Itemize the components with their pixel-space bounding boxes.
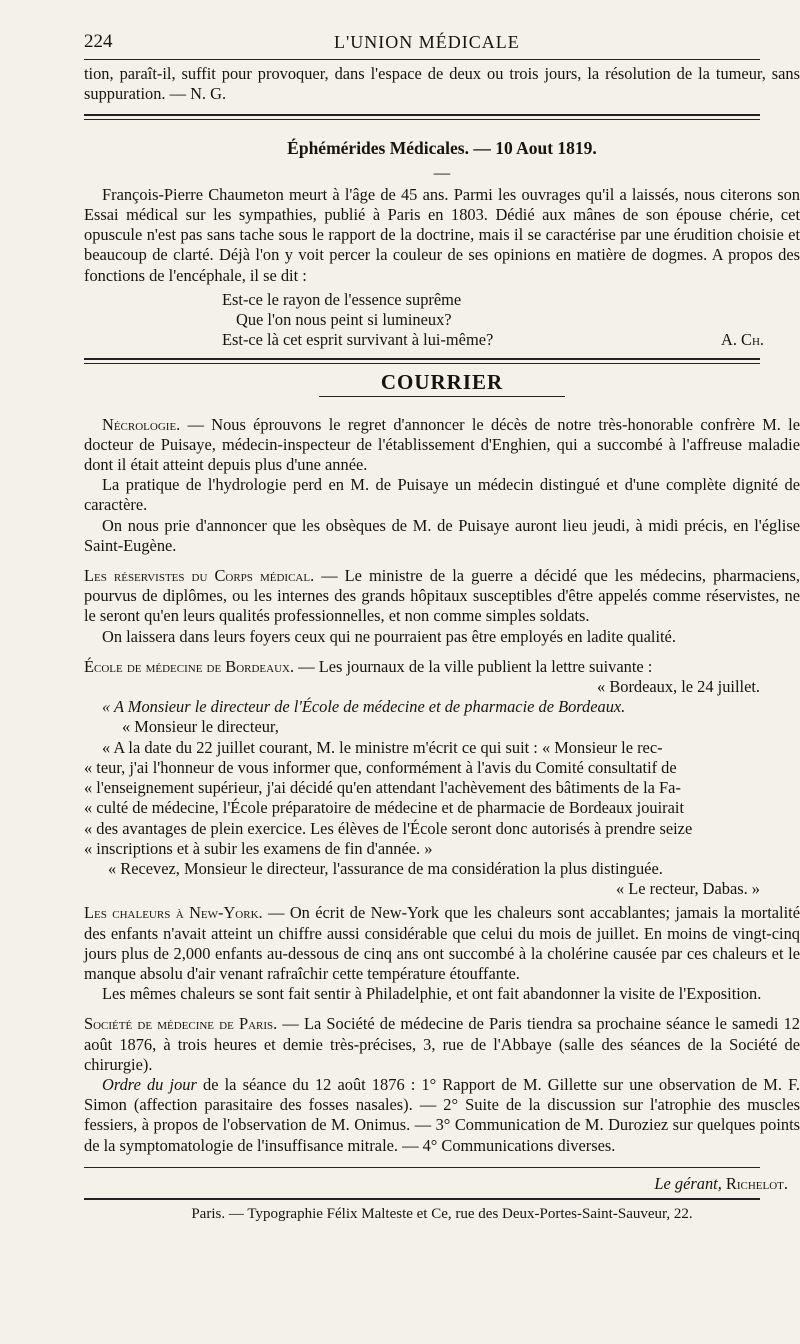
bordeaux-signer: « Le recteur, Dabas. » <box>615 879 760 899</box>
reservistes-label: Les réservistes du Corps médical. <box>84 566 315 586</box>
ephemerides-dash: — <box>433 162 451 182</box>
societe-paragraph <box>84 1014 800 1075</box>
ephemerides-body: François-Pierre Chaumeton meurt à l'âge de 45 ans. Parmi les ouvrages qu'il a laissés, nous citerons son Essai médical sur les sympathies, publié à Paris en 1803. Dédié aux mânes de son épouse chérie, cet opuscule n'est pas sans tache sous le rapport de la doctrine, mais il se caractérise par une érudition choisie et beaucoup de clarté. Déjà l'on y voit percer la couleur de ses opinions en matière de dogmes. A propos des fonctions de l'encéphale, il se dit : <box>84 184 800 285</box>
ordre-paragraph <box>84 1075 800 1156</box>
page-number: 224 <box>84 31 113 52</box>
continuation-paragraph: tion, paraît-il, suffit pour provoquer, dans l'espace de deux ou trois jours, la résolution de la tumeur, sans suppuration. — N. G. <box>84 64 800 104</box>
chaleurs-p2: Les mêmes chaleurs se sont fait sentir à Philadelphie, et ont fait abandonner la visite de l'Exposition. <box>102 984 762 1004</box>
necrologie-p3: On nous prie d'annoncer que les obsèques de M. de Puisaye auront lieu jeudi, à midi précis, en l'église Saint-Eugène. <box>84 515 800 555</box>
chaleurs-text: — On écrit de New-York que les chaleurs sont accablantes; jamais la mortalité des enfants n'avait atteint un chiffre aussi considérable que celui du mois de juillet. En moins de vingt-cinq jours plus de 2,000 enfants au-dessous de cinq ans ont succombé à la cholérine causée par ces chaleurs et le manque absolu d'air venant rafraîchir cette température étouffante. <box>84 903 800 983</box>
verse-line-1: Est-ce le rayon de l'essence suprême <box>222 289 462 309</box>
courrier-double-rule <box>84 358 760 360</box>
bordeaux-address: « A Monsieur le directeur de l'École de médecine et de pharmacie de Bordeaux. <box>102 697 626 717</box>
newspaper-page <box>84 0 800 1224</box>
gerant-rule <box>84 1167 760 1168</box>
chaleurs-label: Les chaleurs à New-York. <box>84 903 263 923</box>
bordeaux-line-1: « A la date du 22 juillet courant, M. le ministre m'écrit ce qui suit : « Monsieur le rec- <box>102 737 663 757</box>
ephemerides-title: Éphémérides Médicales. — 10 Aout 1819. <box>287 138 597 159</box>
section-double-rule-thin <box>84 119 760 120</box>
bordeaux-line-5: « des avantages de plein exercice. Les élèves de l'École seront donc autorisés à prendre seize <box>84 818 693 838</box>
bordeaux-line-2: « teur, j'ai l'honneur de vous informer que, conformément à l'avis du Comité consultatif de <box>84 757 677 777</box>
bordeaux-closing: « Recevez, Monsieur le directeur, l'assurance de ma considération la plus distinguée. <box>108 858 663 878</box>
reservistes-p2: On laissera dans leurs foyers ceux qui ne pourraient pas être employés en ladite qualité. <box>102 626 676 646</box>
printer-footer: Paris. — Typographie Félix Malteste et Ce, rue des Deux-Portes-Saint-Sauveur, 22. <box>191 1205 693 1222</box>
verse-line-2: Que l'on nous peint si lumineux? <box>236 310 452 330</box>
reservistes-text: — Le ministre de la guerre a décidé que les médecins, pharmaciens, pourvus de diplômes, ou les internes des grands hôpitaux susceptibles d'être appelés comme réservistes, ne le seront qu'en leurs qualités professionnelles, et non comme simples soldats. <box>84 566 800 626</box>
bordeaux-label: École de médecine de Bordeaux. <box>84 656 295 676</box>
bordeaux-line-4: « culté de médecine, l'École préparatoire de médecine et de pharmacie de Bordeaux jouirait <box>84 798 685 818</box>
courrier-double-rule-thin <box>84 363 760 364</box>
section-double-rule <box>84 114 760 116</box>
footer-rule <box>84 1198 760 1200</box>
verse-line-3: Est-ce là cet esprit survivant à lui-même? <box>222 330 494 350</box>
reservistes-paragraph <box>84 566 800 627</box>
bordeaux-text: — Les journaux de la ville publient la lettre suivante : <box>298 656 653 676</box>
courrier-title: COURRIER <box>380 370 504 395</box>
header-rule <box>84 59 760 60</box>
gerant-label: Le gérant, <box>654 1173 722 1193</box>
gerant-line <box>84 1174 800 1194</box>
necrologie-text: — Nous éprouvons le regret d'annoncer le décès de notre très-honorable confrère M. le docteur de Puisaye, médecin-inspecteur de l'établissement d'Enghien, qui a succombé à l'affreuse maladie dont il était atteint depuis plus d'une année. <box>84 414 800 475</box>
necrologie-label: Nécrologie. <box>102 414 181 434</box>
ordre-text: de la séance du 12 août 1876 : 1° Rapport de M. Gillette sur une observation de M. F. Simon (affection parasitaire des fosses nasales). — 2° Suite de la discussion sur l'atrophie des muscles fessiers, à propos de l'observation de M. Onimus. — 3° Communication de M. Duroziez sur quelques points de la symptomatologie de l'insuffisance mitrale. — 4° Communications diverses. <box>84 1074 800 1155</box>
page-header <box>84 30 800 56</box>
ephemerides-signature: A. Ch. <box>720 330 764 350</box>
chaleurs-paragraph <box>84 903 800 984</box>
bordeaux-line-6: « inscriptions et à subir les examens de fin d'année. » <box>84 838 433 858</box>
necrologie-paragraph <box>84 415 800 476</box>
bordeaux-line-3: « l'enseignement supérieur, j'ai décidé qu'en attendant l'achèvement des bâtiments de la Fa- <box>84 778 681 798</box>
bordeaux-paragraph <box>84 657 800 677</box>
necrologie-p2: La pratique de l'hydrologie perd en M. de Puisaye un médecin distingué et d'une complète dignité de caractère. <box>84 475 800 515</box>
ordre-label: Ordre du jour <box>102 1074 197 1094</box>
bordeaux-dateline: « Bordeaux, le 24 juillet. <box>597 677 760 697</box>
verse-line-3-row <box>84 330 800 350</box>
gerant-name: Richelot. <box>725 1173 788 1193</box>
societe-text: — La Société de médecine de Paris tiendra sa prochaine séance le samedi 12 août 1876, à trois heures et demie très-précises, 3, rue de l'Abbaye (salle des séances de la Société de chirurgie). <box>84 1014 800 1074</box>
bordeaux-salutation: « Monsieur le directeur, <box>122 717 279 737</box>
societe-label: Société de médecine de Paris. <box>84 1014 278 1034</box>
courrier-title-rule <box>319 396 565 397</box>
running-title: L'UNION MÉDICALE <box>334 32 520 52</box>
